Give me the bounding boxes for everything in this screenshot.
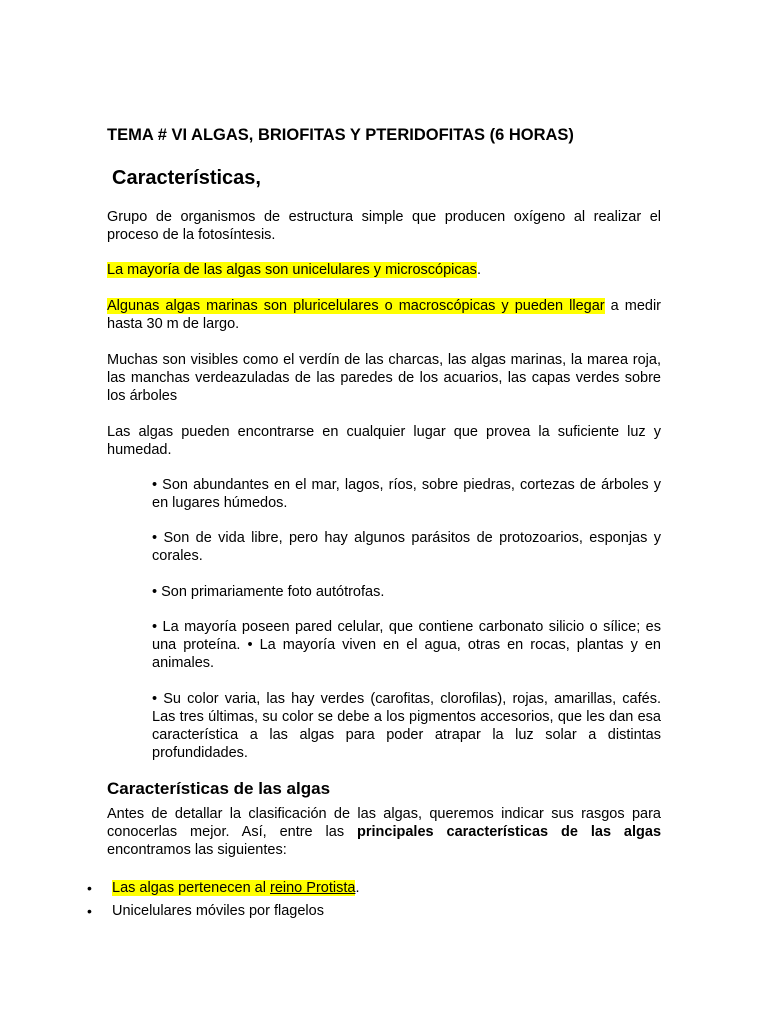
list-item-protista [87,879,661,897]
paragraph-visibles: Muchas son visibles como el verdín de las charcas, las algas marinas, la marea roja, las manchas verdeazuladas de las paredes de los acuarios, las capas verdes sobre los árboles [107,352,661,404]
bullet-autotrofas: • Son primariamente foto autótrofas. [152,584,385,600]
paragraph-pluricelulares [107,297,661,333]
bullet-vida-libre: • Son de vida libre, pero hay algunos parásitos de protozoarios, esponjas y corales. [152,530,661,564]
paragraph-clasificacion [107,805,661,859]
highlighted-text: La mayoría de las algas son unicelulares y microscópicas [107,262,477,278]
highlighted-text: Las algas pertenecen al [112,880,270,896]
document-title: TEMA # VI ALGAS, BRIOFITAS Y PTERIDOFITAS (6 HORAS) [107,126,574,144]
paragraph-intro: Grupo de organismos de estructura simple que producen oxígeno al realizar el proceso de la fotosíntesis. [107,209,661,243]
paragraph-text: Antes de detallar la clasificación de las algas, queremos indicar sus rasgos para conocerlas mejor. Así, entre las [107,806,661,840]
reino-protista-link[interactable]: reino Protista [270,880,356,896]
list-item-tail: . [355,880,360,896]
list-item-text: Unicelulares móviles por flagelos [112,903,324,919]
paragraph-text: encontramos las siguientes: [107,842,287,858]
section-heading-caracteristicas-algas: Características de las algas [107,779,331,798]
paragraph-tail: . [476,262,481,278]
paragraph-habitat: Las algas pueden encontrarse en cualquier lugar que provea la suficiente luz y humedad. [107,424,661,458]
section-heading-caracteristicas: Características, [112,167,261,189]
list-item-flagelos [87,902,661,920]
bullet-abundantes: • Son abundantes en el mar, lagos, ríos, sobre piedras, cortezas de árboles y en lugares húmedos. [152,477,661,511]
bullet-color: • Su color varia, las hay verdes (carofitas, clorofilas), rojas, amarillas, cafés. Las tres últimas, su color se debe a los pigmentos accesorios, que les dan esa característica a las algas para poder atrapar la luz solar a distintas profundidades. [152,691,661,761]
paragraph-tail: a medir hasta 30 m de largo. [107,298,661,332]
bullet-pared-celular: • La mayoría poseen pared celular, que contiene carbonato silicio o sílice; es una proteína. • La mayoría viven en el agua, otras en rocas, plantas y en animales. [152,619,661,671]
bullet-icon: • [87,903,92,919]
highlighted-text: Algunas algas marinas son pluricelulares o macroscópicas y pueden llegar [107,298,605,314]
bold-text: principales características de las algas [357,824,662,840]
bullet-icon: • [87,880,92,896]
paragraph-unicelulares [107,261,661,279]
